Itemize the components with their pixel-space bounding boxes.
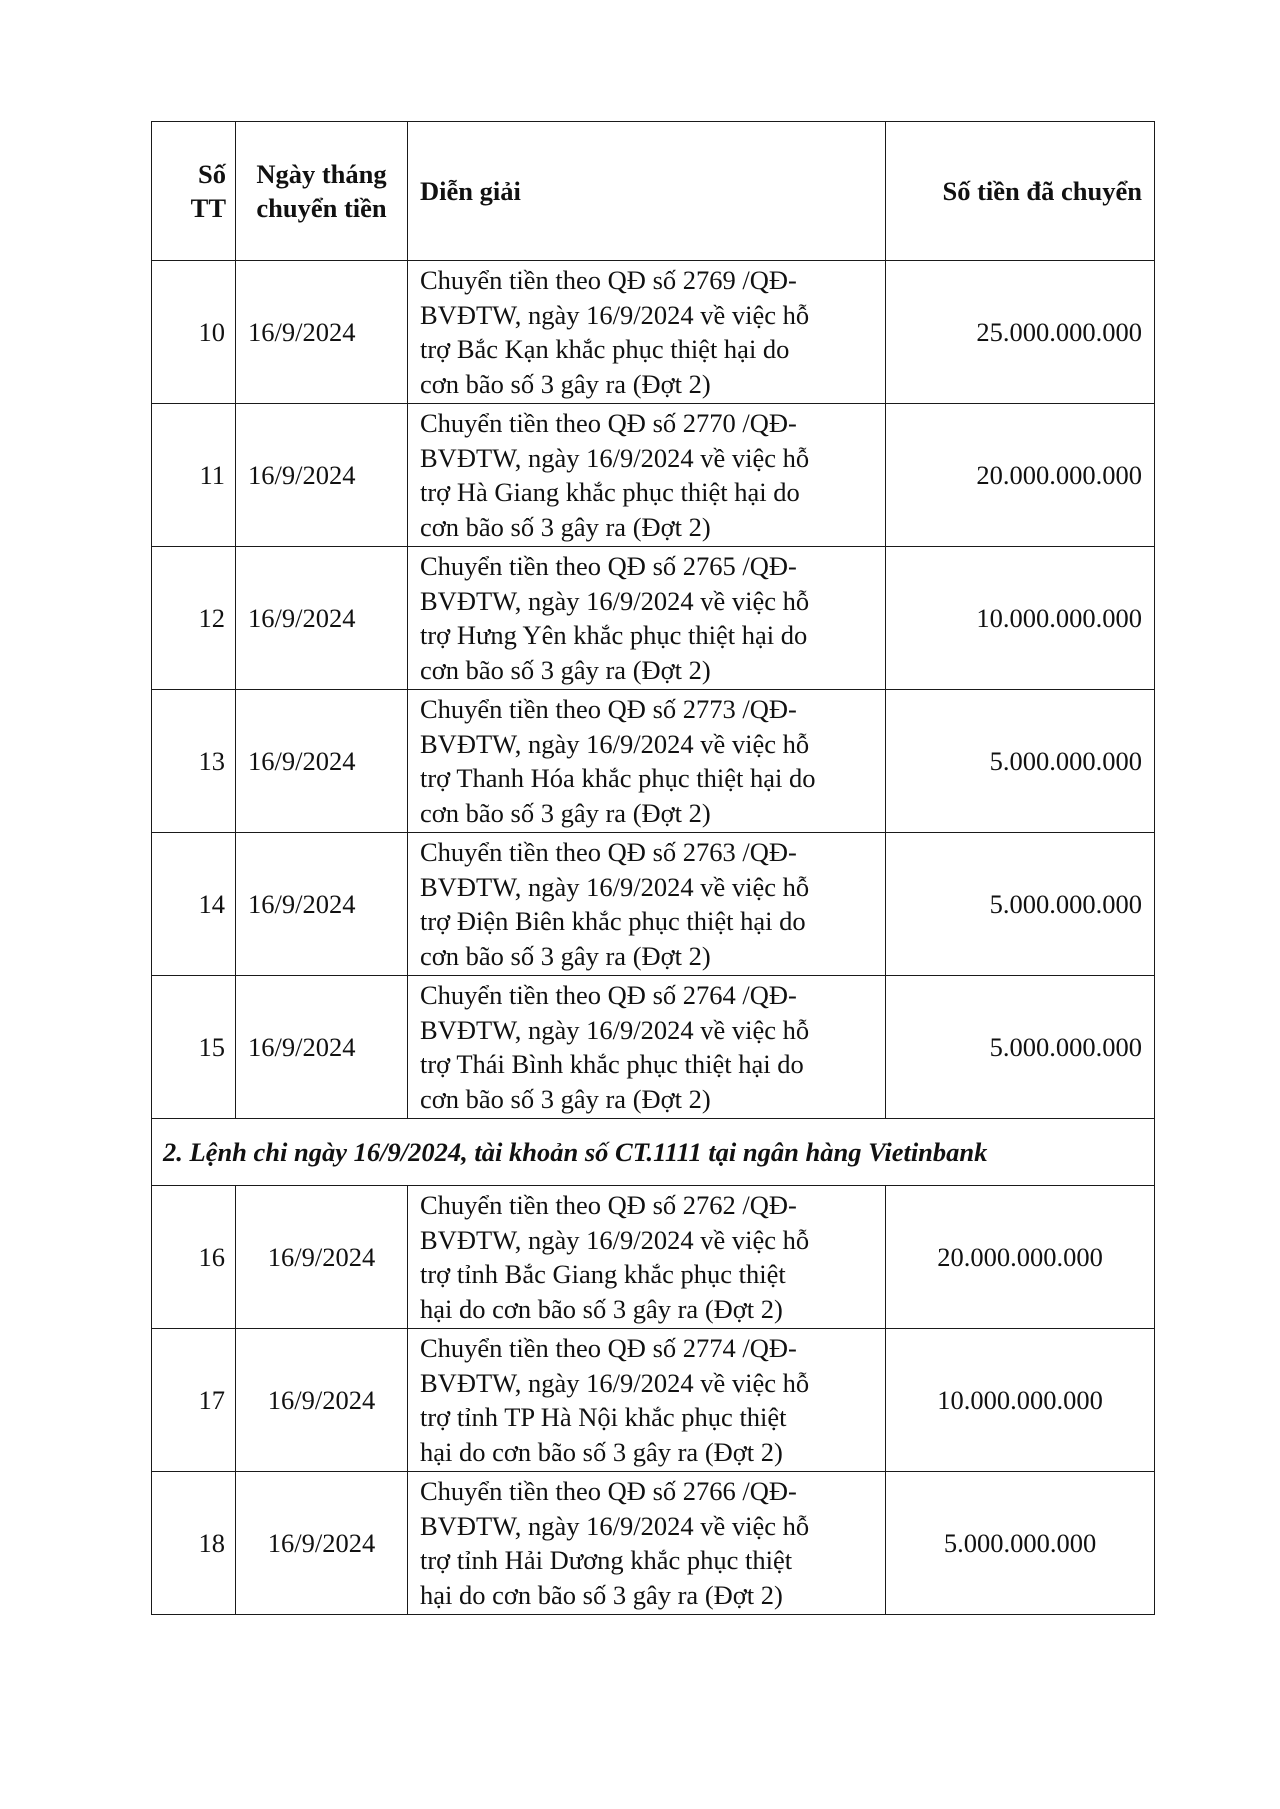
row-serial-number: 13 bbox=[152, 690, 236, 833]
header-transfer-date: Ngày tháng chuyển tiền bbox=[236, 122, 408, 261]
description-line: trợ tỉnh Bắc Giang khắc phục thiệt bbox=[420, 1259, 786, 1289]
row-transfer-date: 16/9/2024 bbox=[236, 1186, 408, 1329]
description-line: trợ Thái Bình khắc phục thiệt hại do bbox=[420, 1049, 804, 1079]
description-line: cơn bão số 3 gây ra (Đợt 2) bbox=[420, 511, 711, 542]
row-amount: 5.000.000.000 bbox=[886, 1472, 1155, 1615]
description-line: Chuyển tiền theo QĐ số 2770 /QĐ- bbox=[420, 408, 797, 438]
row-amount: 20.000.000.000 bbox=[886, 1186, 1155, 1329]
description-line: BVĐTW, ngày 16/9/2024 về việc hỗ bbox=[420, 442, 810, 473]
row-description bbox=[408, 261, 886, 404]
section-heading: 2. Lệnh chi ngày 16/9/2024, tài khoản số CT.1111 tại ngân hàng Vietinbank bbox=[152, 1119, 1155, 1186]
row-serial-number: 16 bbox=[152, 1186, 236, 1329]
row-description bbox=[408, 1186, 886, 1329]
description-line: cơn bão số 3 gây ra (Đợt 2) bbox=[420, 654, 711, 685]
row-description bbox=[408, 690, 886, 833]
table-row bbox=[152, 261, 1155, 404]
row-description bbox=[408, 833, 886, 976]
row-amount: 5.000.000.000 bbox=[886, 833, 1155, 976]
table-row bbox=[152, 976, 1155, 1119]
header-serial-number: Số TT bbox=[152, 122, 236, 261]
row-description bbox=[408, 976, 886, 1119]
header-description: Diễn giải bbox=[408, 122, 886, 261]
row-amount: 10.000.000.000 bbox=[886, 1329, 1155, 1472]
description-line: BVĐTW, ngày 16/9/2024 về việc hỗ bbox=[420, 1014, 810, 1045]
description-line: BVĐTW, ngày 16/9/2024 về việc hỗ bbox=[420, 585, 810, 616]
row-serial-number: 10 bbox=[152, 261, 236, 404]
description-line: BVĐTW, ngày 16/9/2024 về việc hỗ bbox=[420, 1367, 810, 1398]
row-serial-number: 15 bbox=[152, 976, 236, 1119]
description-line: cơn bão số 3 gây ra (Đợt 2) bbox=[420, 797, 711, 828]
description-line: Chuyển tiền theo QĐ số 2762 /QĐ- bbox=[420, 1190, 797, 1220]
row-transfer-date: 16/9/2024 bbox=[236, 547, 408, 690]
row-transfer-date: 16/9/2024 bbox=[236, 976, 408, 1119]
row-amount: 25.000.000.000 bbox=[886, 261, 1155, 404]
table-row bbox=[152, 690, 1155, 833]
description-line: Chuyển tiền theo QĐ số 2773 /QĐ- bbox=[420, 694, 797, 724]
row-transfer-date: 16/9/2024 bbox=[236, 261, 408, 404]
description-line: hại do cơn bão số 3 gây ra (Đợt 2) bbox=[420, 1436, 783, 1467]
description-line: BVĐTW, ngày 16/9/2024 về việc hỗ bbox=[420, 1224, 810, 1255]
description-line: trợ Bắc Kạn khắc phục thiệt hại do bbox=[420, 334, 790, 364]
row-description bbox=[408, 1329, 886, 1472]
description-line: BVĐTW, ngày 16/9/2024 về việc hỗ bbox=[420, 728, 810, 759]
description-line: trợ Hà Giang khắc phục thiệt hại do bbox=[420, 477, 800, 507]
description-line: hại do cơn bão số 3 gây ra (Đợt 2) bbox=[420, 1293, 783, 1324]
description-line: cơn bão số 3 gây ra (Đợt 2) bbox=[420, 1083, 711, 1114]
row-transfer-date: 16/9/2024 bbox=[236, 690, 408, 833]
description-line: trợ tỉnh Hải Dương khắc phục thiệt bbox=[420, 1545, 793, 1575]
transfer-table bbox=[151, 121, 1155, 1615]
description-line: trợ Thanh Hóa khắc phục thiệt hại do bbox=[420, 763, 816, 793]
row-transfer-date: 16/9/2024 bbox=[236, 833, 408, 976]
row-amount: 5.000.000.000 bbox=[886, 976, 1155, 1119]
row-serial-number: 14 bbox=[152, 833, 236, 976]
row-amount: 10.000.000.000 bbox=[886, 547, 1155, 690]
description-line: Chuyển tiền theo QĐ số 2766 /QĐ- bbox=[420, 1476, 797, 1506]
row-serial-number: 12 bbox=[152, 547, 236, 690]
description-line: hại do cơn bão số 3 gây ra (Đợt 2) bbox=[420, 1579, 783, 1610]
description-line: Chuyển tiền theo QĐ số 2765 /QĐ- bbox=[420, 551, 797, 581]
description-line: cơn bão số 3 gây ra (Đợt 2) bbox=[420, 368, 711, 399]
row-transfer-date: 16/9/2024 bbox=[236, 1329, 408, 1472]
row-serial-number: 11 bbox=[152, 404, 236, 547]
row-transfer-date: 16/9/2024 bbox=[236, 404, 408, 547]
description-line: Chuyển tiền theo QĐ số 2764 /QĐ- bbox=[420, 980, 797, 1010]
row-serial-number: 18 bbox=[152, 1472, 236, 1615]
row-amount: 5.000.000.000 bbox=[886, 690, 1155, 833]
table-row bbox=[152, 1186, 1155, 1329]
description-line: trợ tỉnh TP Hà Nội khắc phục thiệt bbox=[420, 1402, 787, 1432]
section-heading-row bbox=[152, 1119, 1155, 1186]
description-line: cơn bão số 3 gây ra (Đợt 2) bbox=[420, 940, 711, 971]
table-row bbox=[152, 547, 1155, 690]
row-description bbox=[408, 547, 886, 690]
description-line: BVĐTW, ngày 16/9/2024 về việc hỗ bbox=[420, 299, 810, 330]
table-row bbox=[152, 1329, 1155, 1472]
description-line: Chuyển tiền theo QĐ số 2763 /QĐ- bbox=[420, 837, 797, 867]
row-description bbox=[408, 1472, 886, 1615]
row-transfer-date: 16/9/2024 bbox=[236, 1472, 408, 1615]
document-page bbox=[151, 121, 1154, 1615]
table-row bbox=[152, 833, 1155, 976]
table-row bbox=[152, 1472, 1155, 1615]
description-line: trợ Điện Biên khắc phục thiệt hại do bbox=[420, 906, 806, 936]
row-description bbox=[408, 404, 886, 547]
description-line: BVĐTW, ngày 16/9/2024 về việc hỗ bbox=[420, 1510, 810, 1541]
row-serial-number: 17 bbox=[152, 1329, 236, 1472]
table-header-row bbox=[152, 122, 1155, 261]
table-row bbox=[152, 404, 1155, 547]
description-line: trợ Hưng Yên khắc phục thiệt hại do bbox=[420, 620, 808, 650]
row-amount: 20.000.000.000 bbox=[886, 404, 1155, 547]
description-line: Chuyển tiền theo QĐ số 2769 /QĐ- bbox=[420, 265, 797, 295]
description-line: BVĐTW, ngày 16/9/2024 về việc hỗ bbox=[420, 871, 810, 902]
description-line: Chuyển tiền theo QĐ số 2774 /QĐ- bbox=[420, 1333, 797, 1363]
header-amount-transferred: Số tiền đã chuyển bbox=[886, 122, 1155, 261]
